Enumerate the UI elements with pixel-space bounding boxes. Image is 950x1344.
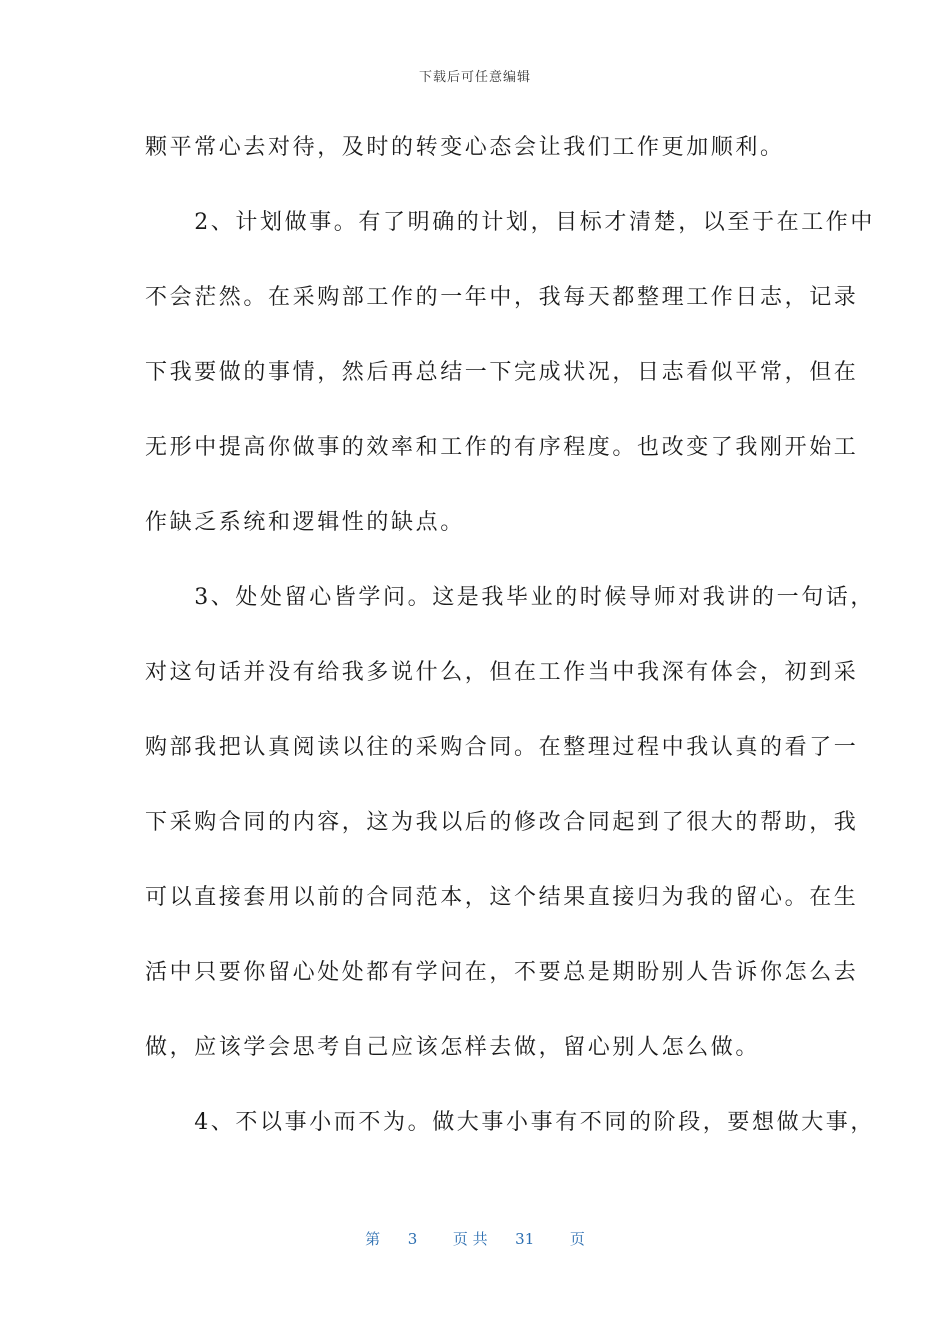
body-line: 2、计划做事。有了明确的计划，目标才清楚，以至于在工作中 xyxy=(145,210,875,235)
document-body xyxy=(145,130,875,1180)
page-header: 下载后可任意编辑 xyxy=(418,70,531,85)
body-line: 颗平常心去对待，及时的转变心态会让我们工作更加顺利。 xyxy=(145,135,785,160)
body-line: 下采购合同的内容，这为我以后的修改合同起到了很大的帮助，我 xyxy=(145,810,859,835)
body-line: 做，应该学会思考自己应该怎样去做，留心别人怎么做。 xyxy=(145,1035,761,1060)
body-line: 3、处处留心皆学问。这是我毕业的时候导师对我讲的一句话， xyxy=(145,585,875,610)
body-line: 购部我把认真阅读以往的采购合同。在整理过程中我认真的看了一 xyxy=(145,735,859,760)
body-line: 下我要做的事情，然后再总结一下完成状况，日志看似平常，但在 xyxy=(145,360,859,385)
body-line: 对这句话并没有给我多说什么，但在工作当中我深有体会，初到采 xyxy=(145,660,859,685)
body-line: 作缺乏系统和逻辑性的缺点。 xyxy=(145,510,465,535)
body-line: 活中只要你留心处处都有学问在，不要总是期盼别人告诉你怎么去 xyxy=(145,960,859,985)
footer-suffix: 页 xyxy=(569,1230,585,1248)
page-footer xyxy=(0,1228,950,1249)
footer-page-number: 3 xyxy=(407,1230,418,1248)
body-line: 不会茫然。在采购部工作的一年中，我每天都整理工作日志，记录 xyxy=(145,285,859,310)
footer-prefix: 第 xyxy=(365,1230,381,1248)
body-line: 无形中提高你做事的效率和工作的有序程度。也改变了我刚开始工 xyxy=(145,435,859,460)
footer-total-pages: 31 xyxy=(515,1230,535,1248)
footer-middle: 页 共 xyxy=(452,1230,488,1248)
body-line: 4、不以事小而不为。做大事小事有不同的阶段，要想做大事， xyxy=(145,1110,875,1135)
body-line: 可以直接套用以前的合同范本，这个结果直接归为我的留心。在生 xyxy=(145,885,859,910)
